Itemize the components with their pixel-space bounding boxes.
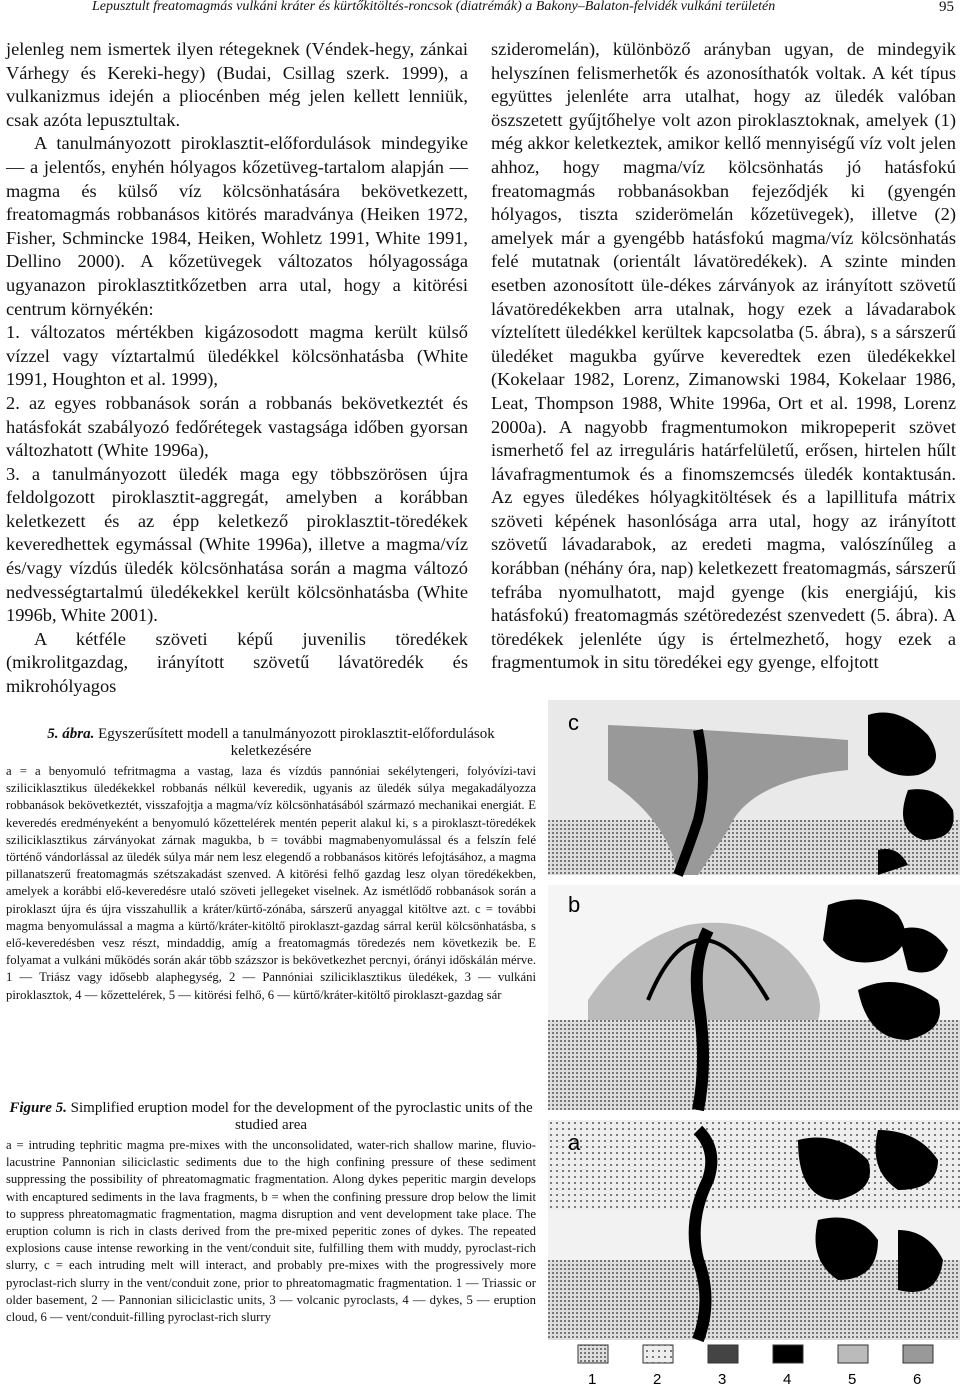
caption-body: a = intruding tephritic magma pre-mixes with the unconsolidated, water-rich shallow marine, fluvio-lacustrine Pannonian siliciclastic sediments due to the high confining pressure of these sediment suppressing the possibility of phreatomagmatic fragmentation. Along dykes peperitic margin develops with encaptured sediments in the lava fragments, b = when the confining pressure drop below the limit to suppress phreatomagmatic fragmentation, magma disruption and vent development take place. The eruption column is rich in clasts derived from the pre-mixed peperitic zones of dykes. The repeated explosions cause intense reworking in the vent/conduit site, fulfilling them with muddy, pyroclast-rich slurry, c = each intruding melt will interact, and probably pre-mixes with the progressively more pyroclast-rich slurry in the vent/conduit zone, prior to phreatomagmatic fragmentation. 1 — Triassic or older basement, 2 — Pannonian siliciclastic units, 3 — volcanic pyroclasts, 4 — dykes, 5 — eruption cloud, 6 — vent/conduit-filling pyroclast-rich slurry: [6, 1138, 536, 1325]
figure-caption-english: [6, 1100, 536, 1326]
legend-number: 2: [653, 1371, 662, 1388]
legend-swatch: [838, 1345, 868, 1363]
figure-caption-hungarian: [6, 726, 536, 1004]
eruption-model-figure: [548, 700, 960, 1390]
caption-title: [6, 1100, 536, 1134]
paragraph: szideromelán), különböző arányban ugyan, de mindegyik helyszínen felismerhetők és azonosíthatók voltak. A két típus együttes jelenléte arra utalhat, hogy az üledék valóban öszszetett gyűjtőhelye volt azon piroklasztoknak, amelyek (1) még akkor keletkeztek, amikor kellő mennyiségű víz volt jelen ahhoz, hogy magma/víz kölcsönhatás jó hatásfokú freatomagmás robbanásokban fejeződjék ki (gyengén hólyagos, tiszta sziderömelán kőzetüvegek), illetve (2) amelyek már a gyengébb hatásfokú magma/víz kölcsönhatás felé mutatnak (orientált lávatöredékek). A szinte minden esetben azonosított üle-dékes zárványok az irányított szövetű lávatöredékekben arra utalnak, hogy ezek a lávadarabok víztelített üledékkel kerültek kapcsolatba (5. ábra), s a sárszerű üledéket magukba gyűrve keveredtek ezen üledékekkel (Kokelaar 1982, Lorenz, Zimanowski 1984, Kokelaar 1986, Leat, Thompson 1988, White 1996a, Ort et al. 1998, Lorenz 2000a). A nagyobb fragmentumokon mikropeperit szövet ismerhető fel az irreguláris határfelületű, erősen, hirtelen hűlt lávafragmentumok és a finomszemcsés üledék kontaktusán. Az egyes üledékes hólyagkitöltések és a lapillitufa mátrix szöveti képének hasonlósága arra utal, hogy az irányított szövetű lávadarabok, az eredeti magma, valószínűleg a korábban (néhány óra, nap) keletkezett freatomagmás, sárszerű tefrába nyomulhatott, majd gyenge (kis energiájú, kis hatásfokú) freatomagmás szétöredezést szenvedett (5. ábra). A töredékek jelenléte úgy is értelmezhető, hogy ezek a fragmentumok in situ töredékei egy gyenge, elfojtott: [491, 39, 956, 673]
caption-title-text: Simplified eruption model for the development of the pyroclastic units of the studied area: [70, 1100, 533, 1133]
paragraph: 2. az egyes robbanások során a robbanás bekövetkeztét és hatásfokát szabályozó fedőrétegek vastagsága időben gyorsan változhatott (White 1996a),: [6, 392, 468, 461]
running-header: [0, 0, 960, 22]
legend-number: 1: [588, 1371, 597, 1388]
caption-body: a = a benyomuló tefritmagma a vastag, laza és vízdús pannóniai sekélytengeri, folyóvízi-tavi sziliciklasztikus üledékekkel robbanás nélkül keveredik, ugyanis az üledék súlya megakadályozza robbanások bekövetkeztét, visszafojtja a magma/víz kölcsönhatásából származó mechanikai energiát. E keveredés eredményeként a benyomuló kőzettelérek mentén peperit alakul ki, s a piroklaszt-töredékek sziliciklasztikus zárványokat zárnak magukba, b = további magmabenyomulással és a felszín felé történő vándorlással az üledék súlya már nem lesz elegendő a robbanásos kitörés lefojtásához, a magma pillanatszerű freatomagmás szétszakadást szenved. A kitörési felhő gazdag lesz olyan töredékekben, amelyek a korábbi elő-keveredésre utaló szöveti jellegeket viselnek. Az ismétlődő robbanások során a piroklaszt újra és újra visszahullik a kráter/kürtő-zónába, sárszerű anyaggal kitöltve azt. c = további magma benyomulással a magma a kürtő/kráter-kitöltő piroklaszt-gazdag sárral kerül kölcsönhatásba, s elő-keveredésben vesz részt, mindaddig, amíg a freatomagmás töredezés nem következik be. E folyamat a vulkáni működés során akár több százszor is bekövetkezhet percnyi, órányi időskálán mérve. 1 — Triász vagy idősebb alaphegység, 2 — Pannóniai sziliciklasztikus üledékek, 3 — vulkáni piroklasztok, 4 — kőzettelérek, 5 — kitörési felhő, 6 — kürtő/kráter-kitöltő piroklaszt-gazdag sár: [6, 764, 536, 1002]
panel-a: [548, 1120, 960, 1340]
legend-swatch: [643, 1345, 673, 1363]
panel-b: [548, 885, 960, 1110]
eruption-model-diagram: [548, 700, 960, 1390]
legend-swatch: [903, 1345, 933, 1363]
caption-title: [6, 726, 536, 760]
page-number: 95: [939, 0, 954, 15]
panel-label: a: [568, 1130, 581, 1155]
panel-c: [548, 700, 960, 875]
legend-number: 3: [718, 1371, 727, 1388]
panel-label: c: [568, 710, 579, 735]
legend-number: 4: [783, 1371, 792, 1388]
caption-label: 5. ábra.: [47, 726, 95, 742]
paragraph: 3. a tanulmányozott üledék maga egy többszörösen újra feldolgozott piroklasztit-aggregát, amelyben a korábban keletkezett és az épp keletkező piroklasztit-töredékek keveredhettek egymással (White 1996a), illetve a magma/víz és/vagy vízdús üledék kölcsönhatása során a magma változó nedvességtartalmú üledékekkel került kölcsönhatásba (White 1996b, White 2001).: [6, 463, 468, 626]
paragraph: A tanulmányozott piroklasztit-előfordulások mindegyike — a jelentős, enyhén hólyagos kőzetüveg-tartalom alapján — magma és külső víz kölcsönhatására bekövetkezett, freatomagmás robbanásos kitörés maradványa (Heiken 1972, Fisher, Schmincke 1984, Heiken, Wohletz 1991, White 1991, Dellino 2000). A kőzetüvegek változatos hólyagossága ugyanazon piroklasztitkőzetben arra utal, hogy a kitörési centrum környékén:: [6, 133, 468, 319]
running-title: Lepusztult freatomagmás vulkáni kráter és kürtőkitöltés-roncsok (diatrémák) a Bakony–Balaton-felvidék vulkáni területén: [92, 0, 776, 14]
legend-swatch: [708, 1345, 738, 1363]
legend-number: 6: [913, 1371, 922, 1388]
paragraph: jelenleg nem ismertek ilyen rétegeknek (Véndek-hegy, zánkai Várhegy és Kereki-hegy) (Budai, Csillag szerk. 1999), a vulkanizmus idején a pliocénben még jelen kellett lenniük, csak azóta lepusztultak.: [6, 39, 468, 130]
legend: [578, 1345, 933, 1388]
left-text-column: [6, 38, 468, 699]
paragraph: A kétféle szöveti képű juvenilis töredékek (mikrolitgazdag, irányított szövetű lávatöredék és mikrohólyagos: [6, 628, 468, 697]
panel-label: b: [568, 892, 581, 917]
legend-number: 5: [848, 1371, 857, 1388]
caption-title-text: Egyszerűsített modell a tanulmányozott piroklasztit-előfordulások keletkezésére: [98, 726, 495, 759]
right-text-column: [491, 38, 956, 675]
caption-label: Figure 5.: [9, 1100, 67, 1116]
paragraph: 1. változatos mértékben kigázosodott magma került külső vízzel vagy víztartalmú üledékkel kölcsönhatásba (White 1991, Houghton et al. 1999),: [6, 322, 468, 390]
legend-swatch: [773, 1345, 803, 1363]
legend-swatch: [578, 1345, 608, 1363]
